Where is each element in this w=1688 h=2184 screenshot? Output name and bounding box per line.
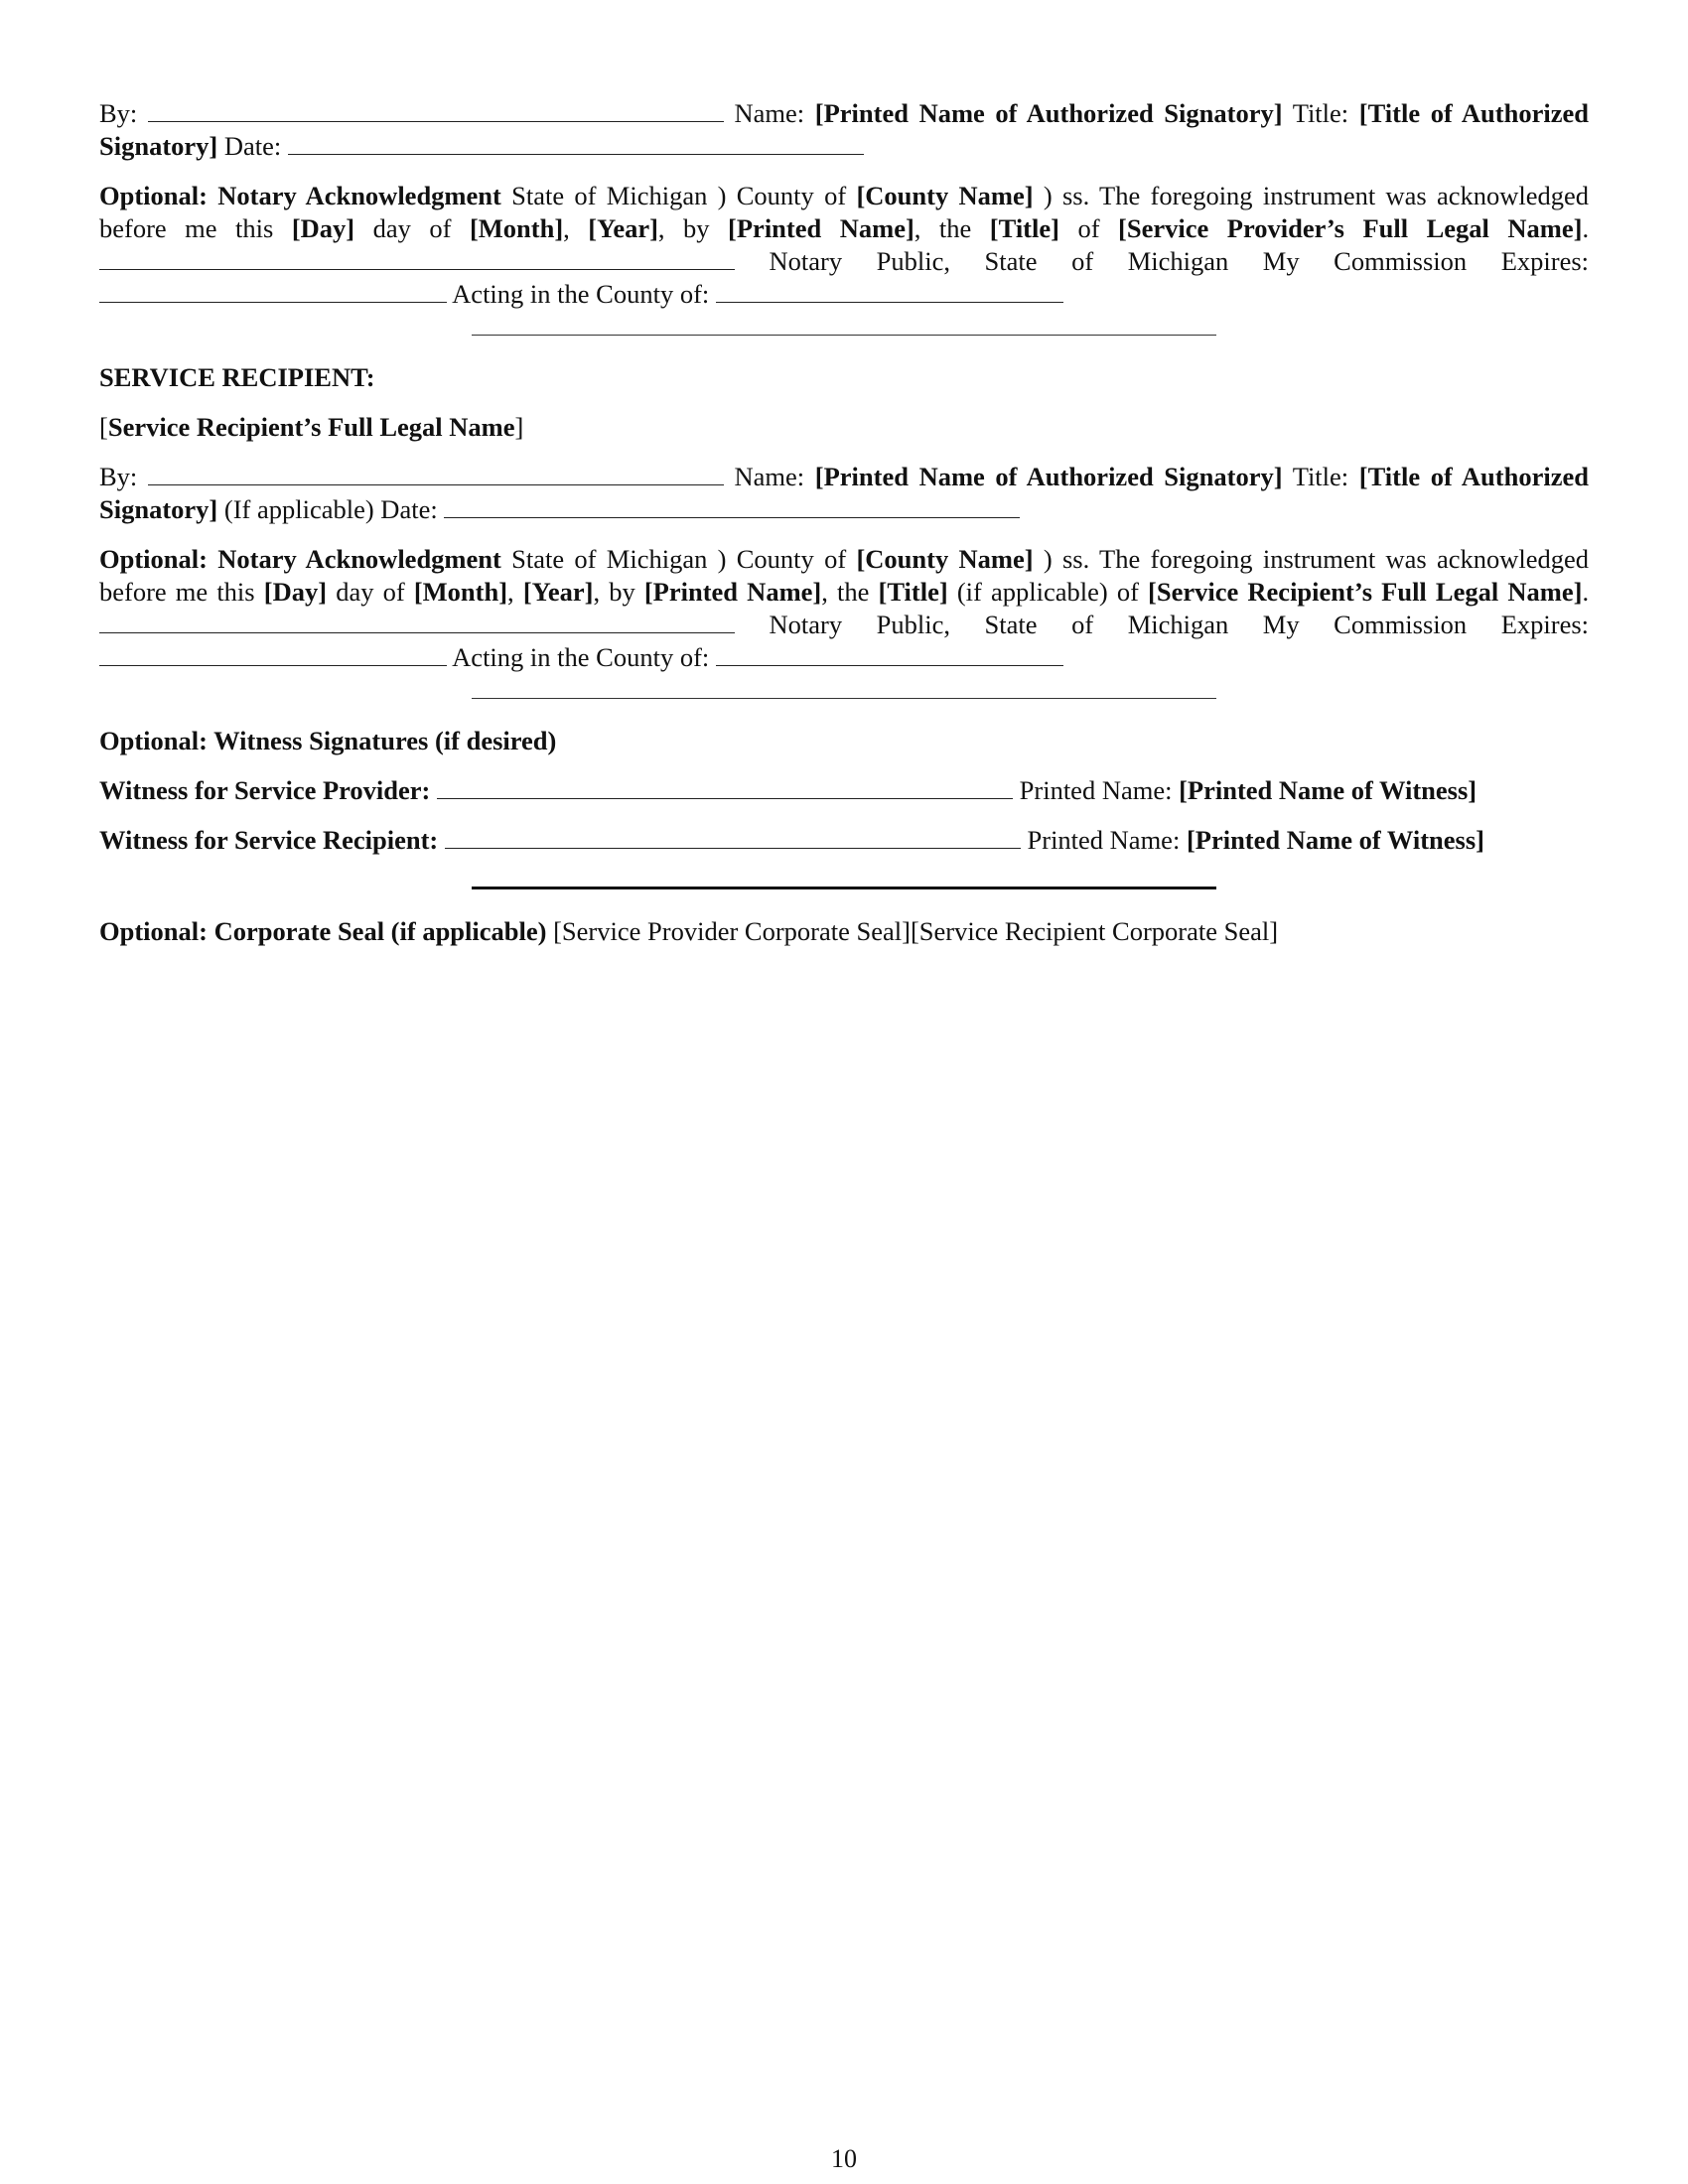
printed-name-placeholder: [Printed Name] [643,577,822,607]
month-placeholder: [Month] [469,213,564,243]
witness-recipient-signature-blank[interactable] [445,826,1021,849]
acting-county-blank[interactable] [716,643,1063,666]
acting-county-blank[interactable] [716,280,1063,303]
day-placeholder: [Day] [263,577,328,607]
printed-name-label: Printed Name: [1019,775,1173,805]
recipient-notary-paragraph: Optional: Notary Acknowledgment State of Michigan ) County of [County Name] ) ss. The foregoing instrument was acknowledged before me this [Day] day of [Month], [Year], by [Printed Name], the [Title] (if applicable) of [Service Recipient’s Full Legal Name]. Notary Public, State of Michigan My Commission Expires: Acting in the County of: [99,544,1590,672]
month-placeholder: [Month] [413,577,508,607]
witness-provider-signature-blank[interactable] [437,776,1013,799]
section-divider [472,335,1216,336]
recipient-entity-line: [Service Recipient’s Full Legal Name] [99,412,524,442]
notary-state-text: State of Michigan ) County of [511,181,847,210]
notary-heading: Optional: Notary Acknowledgment [99,544,501,574]
witness-heading: Optional: Witness Signatures (if desired) [99,726,557,755]
provider-signature-line [99,97,1589,163]
name-placeholder: [Printed Name of Authorized Signatory] [814,98,1283,128]
notary-state-text: State of Michigan ) County of [511,544,847,574]
day-of-text: day of [336,577,405,607]
notary-public-text: Notary Public, State of Michigan My Commission Expires: [769,246,1590,276]
notary-signature-blank[interactable] [99,611,735,633]
corporate-seal-line [99,915,1589,948]
the-text: , the [914,213,972,243]
witness-recipient-label: Witness for Service Recipient: [99,825,439,855]
witness-provider-line [99,774,1589,807]
county-placeholder: [County Name] [856,181,1034,210]
title-label: Title: [1292,462,1349,491]
the-text: , the [821,577,870,607]
by-text: , by [593,577,635,607]
of-text: of [1077,213,1100,243]
witness-recipient-line [99,824,1589,857]
notary-heading: Optional: Notary Acknowledgment [99,181,501,210]
commission-expires-blank[interactable] [99,280,447,303]
seal-heading: Optional: Corporate Seal (if applicable) [99,916,547,946]
witness-name-placeholder: [Printed Name of Witness] [1179,775,1477,805]
name-placeholder: [Printed Name of Authorized Signatory] [814,462,1283,491]
page-number: 10 [831,2144,857,2173]
printed-name-label: Printed Name: [1027,825,1181,855]
document-page [99,97,1589,965]
entity-placeholder: [Service Recipient’s Full Legal Name] [1148,577,1583,607]
name-label: Name: [734,462,805,491]
commission-expires-blank[interactable] [99,643,447,666]
witness-name-placeholder: [Printed Name of Witness] [1186,825,1484,855]
printed-name-placeholder: [Printed Name] [728,213,914,243]
seal-text: [Service Provider Corporate Seal][Service Recipient Corporate Seal] [553,916,1279,946]
notary-public-text: Notary Public, State of Michigan My Commission Expires: [769,610,1590,639]
notary-ss-text: ) ss. The foregoing instrument was acknowledged before me this [99,181,1590,243]
acting-county-label: Acting in the County of: [452,642,710,672]
notary-ss-text: ) ss. The foregoing instrument was acknowledged before me this [99,544,1590,607]
recipient-date-blank[interactable] [444,495,1020,518]
day-placeholder: [Day] [291,213,355,243]
by-label: By: [99,462,138,491]
recipient-heading: SERVICE RECIPIENT: [99,362,375,392]
title-placeholder: [Title of Authorized Signatory] [99,462,1589,524]
title-placeholder: [Title] [989,213,1059,243]
provider-date-blank[interactable] [288,132,864,155]
if-applicable-date-label: (If applicable) Date: [223,494,438,524]
entity-placeholder: [Service Provider’s Full Legal Name] [1118,213,1583,243]
of-text: (if applicable) of [956,577,1139,607]
date-label: Date: [223,131,282,161]
section-divider-thick [472,887,1216,889]
witness-provider-label: Witness for Service Provider: [99,775,431,805]
name-label: Name: [734,98,805,128]
recipient-entity-placeholder: Service Recipient’s Full Legal Name [107,412,515,442]
year-placeholder: [Year] [522,577,594,607]
title-placeholder: [Title of Authorized Signatory] [99,98,1589,161]
by-label: By: [99,98,138,128]
county-placeholder: [County Name] [856,544,1034,574]
provider-signature-blank[interactable] [148,99,724,122]
provider-notary-paragraph: Optional: Notary Acknowledgment State of Michigan ) County of [County Name] ) ss. The foregoing instrument was acknowledged before me this [Day] day of [Month], [Year], by [Printed Name], the [Title] of [Service Provider’s Full Legal Name]. Notary Public, State of Michigan My Commission Expires: Acting in the County of: [99,181,1590,309]
recipient-signature-blank[interactable] [148,463,724,485]
title-placeholder: [Title] [878,577,948,607]
section-divider [472,698,1216,699]
notary-signature-blank[interactable] [99,247,735,270]
title-label: Title: [1292,98,1349,128]
recipient-signature-line [99,461,1589,526]
by-text: , by [657,213,710,243]
acting-county-label: Acting in the County of: [452,279,710,309]
year-placeholder: [Year] [588,213,658,243]
day-of-text: day of [372,213,452,243]
